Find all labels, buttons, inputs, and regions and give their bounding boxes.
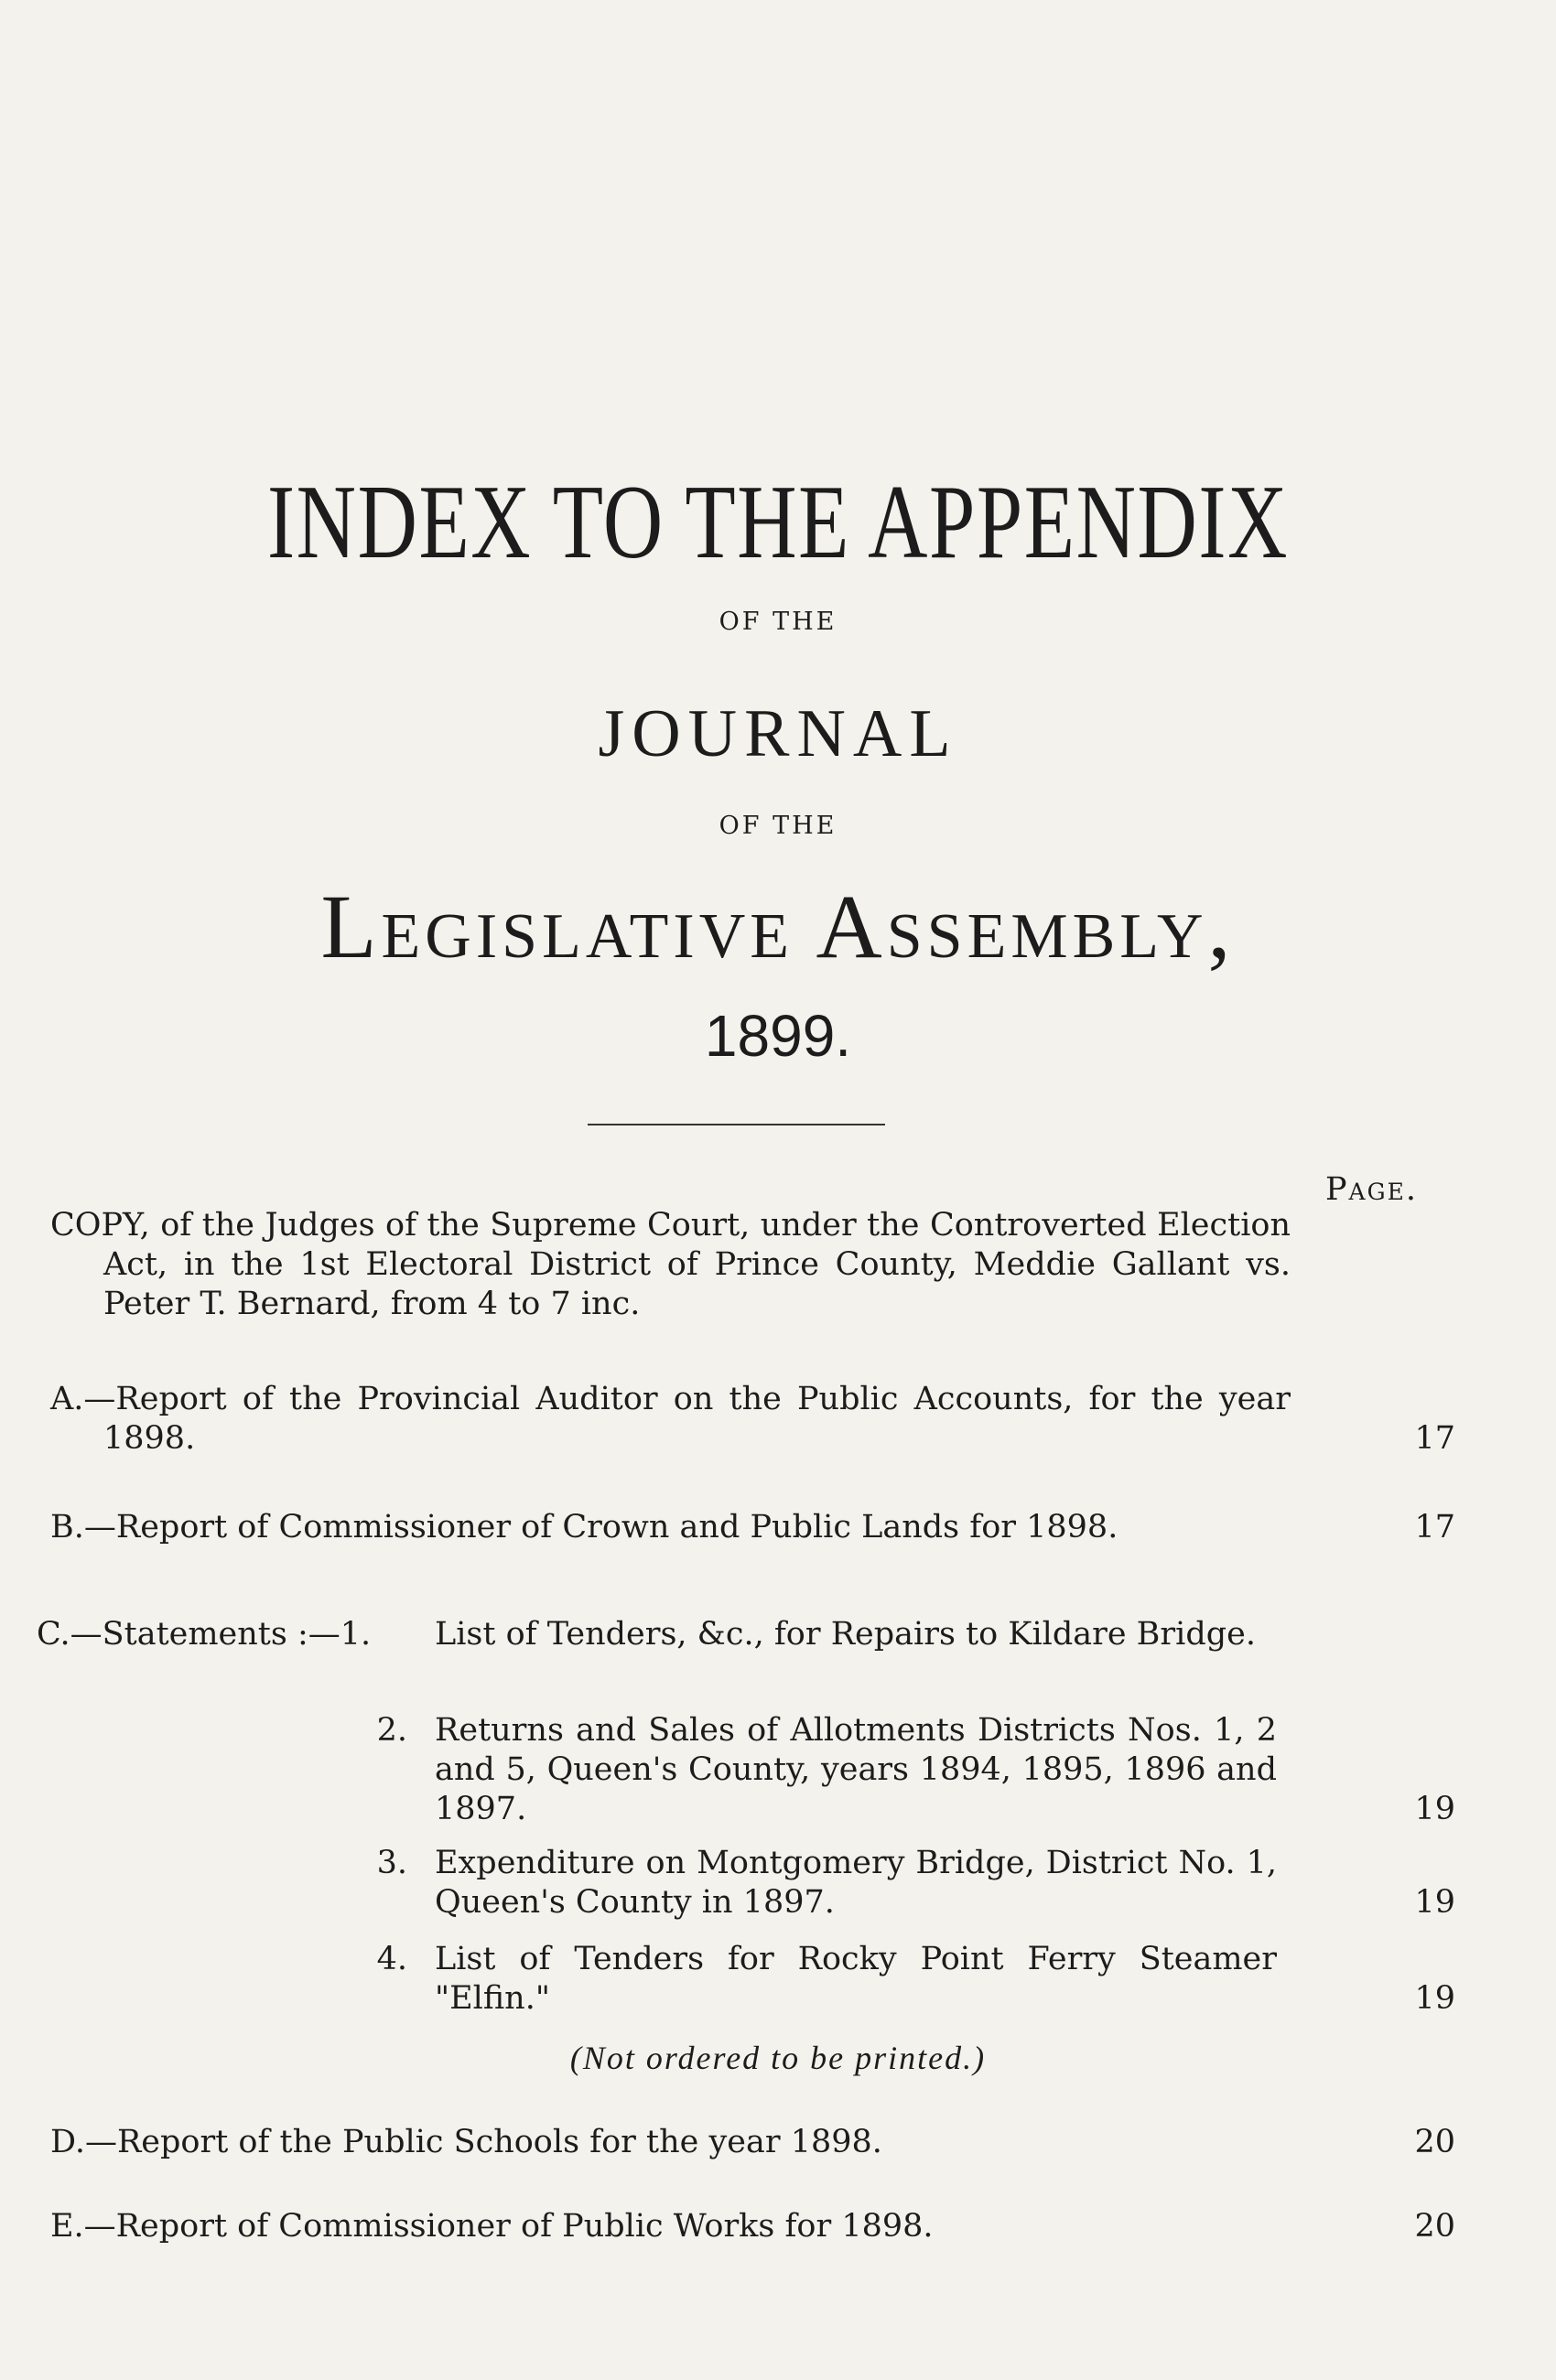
entry-e-page: 20 [1414,2208,1455,2245]
entry-c-item-2-text: Returns and Sales of Allotments Districts Nos. 1, 2 and 5, Queen's County, years 1894, 1895, 1896 and 1897. [435,1712,1277,1827]
entry-c-item-4-page: 19 [1414,1980,1455,2017]
entry-c-note: (Not ordered to be printed.) [569,2040,987,2076]
entry-c-label: C.—Statements :—1. [37,1616,372,1653]
entry-b-text: B.—Report of Commissioner of Crown and Public Lands for 1898. [50,1509,1118,1545]
entry-a-text: A.—Report of the Provincial Auditor on the Public Accounts, for the year 1898. [50,1381,1291,1457]
year-heading: 1899. [704,1003,852,1069]
subtitle-of-the-2: OF THE [719,812,837,840]
entry-c-item-3-num: 3. [376,1845,407,1881]
entry-c-item-2-page: 19 [1414,1791,1455,1827]
divider-rule [588,1124,885,1125]
page-column-label: Page. [1325,1171,1418,1208]
entry-c-item-4-num: 4. [376,1941,407,1977]
journal-heading: JOURNAL [598,696,958,771]
entry-a-page: 17 [1414,1420,1455,1457]
assembly-heading: Legislative Assembly, [320,876,1236,977]
entry-b-page: 17 [1414,1509,1455,1545]
entry-c-item-2-num: 2. [376,1712,407,1749]
entry-d-page: 20 [1414,2124,1455,2160]
entry-c-item-1-text: List of Tenders, &c., for Repairs to Kildare Bridge. [435,1616,1256,1653]
entry-c-item-3-page: 19 [1414,1884,1455,1921]
entry-copy-text: COPY, of the Judges of the Supreme Court, under the Controverted Election Act, in the 1st Electoral District of Prince County, Meddie Gallant vs. Peter T. Bernard, from 4 to 7 inc. [50,1207,1291,1322]
entry-e-text: E.—Report of Commissioner of Public Works for 1898. [50,2208,934,2245]
entry-c-item-3-text: Expenditure on Montgomery Bridge, District No. 1, Queen's County in 1897. [435,1845,1277,1921]
entry-c-item-4-text: List of Tenders for Rocky Point Ferry Steamer "Elfin." [435,1941,1277,2017]
entry-d-text: D.—Report of the Public Schools for the year 1898. [50,2124,882,2160]
subtitle-of-the-1: OF THE [719,608,837,636]
index-title: INDEX TO THE APPENDIX [266,464,1290,581]
